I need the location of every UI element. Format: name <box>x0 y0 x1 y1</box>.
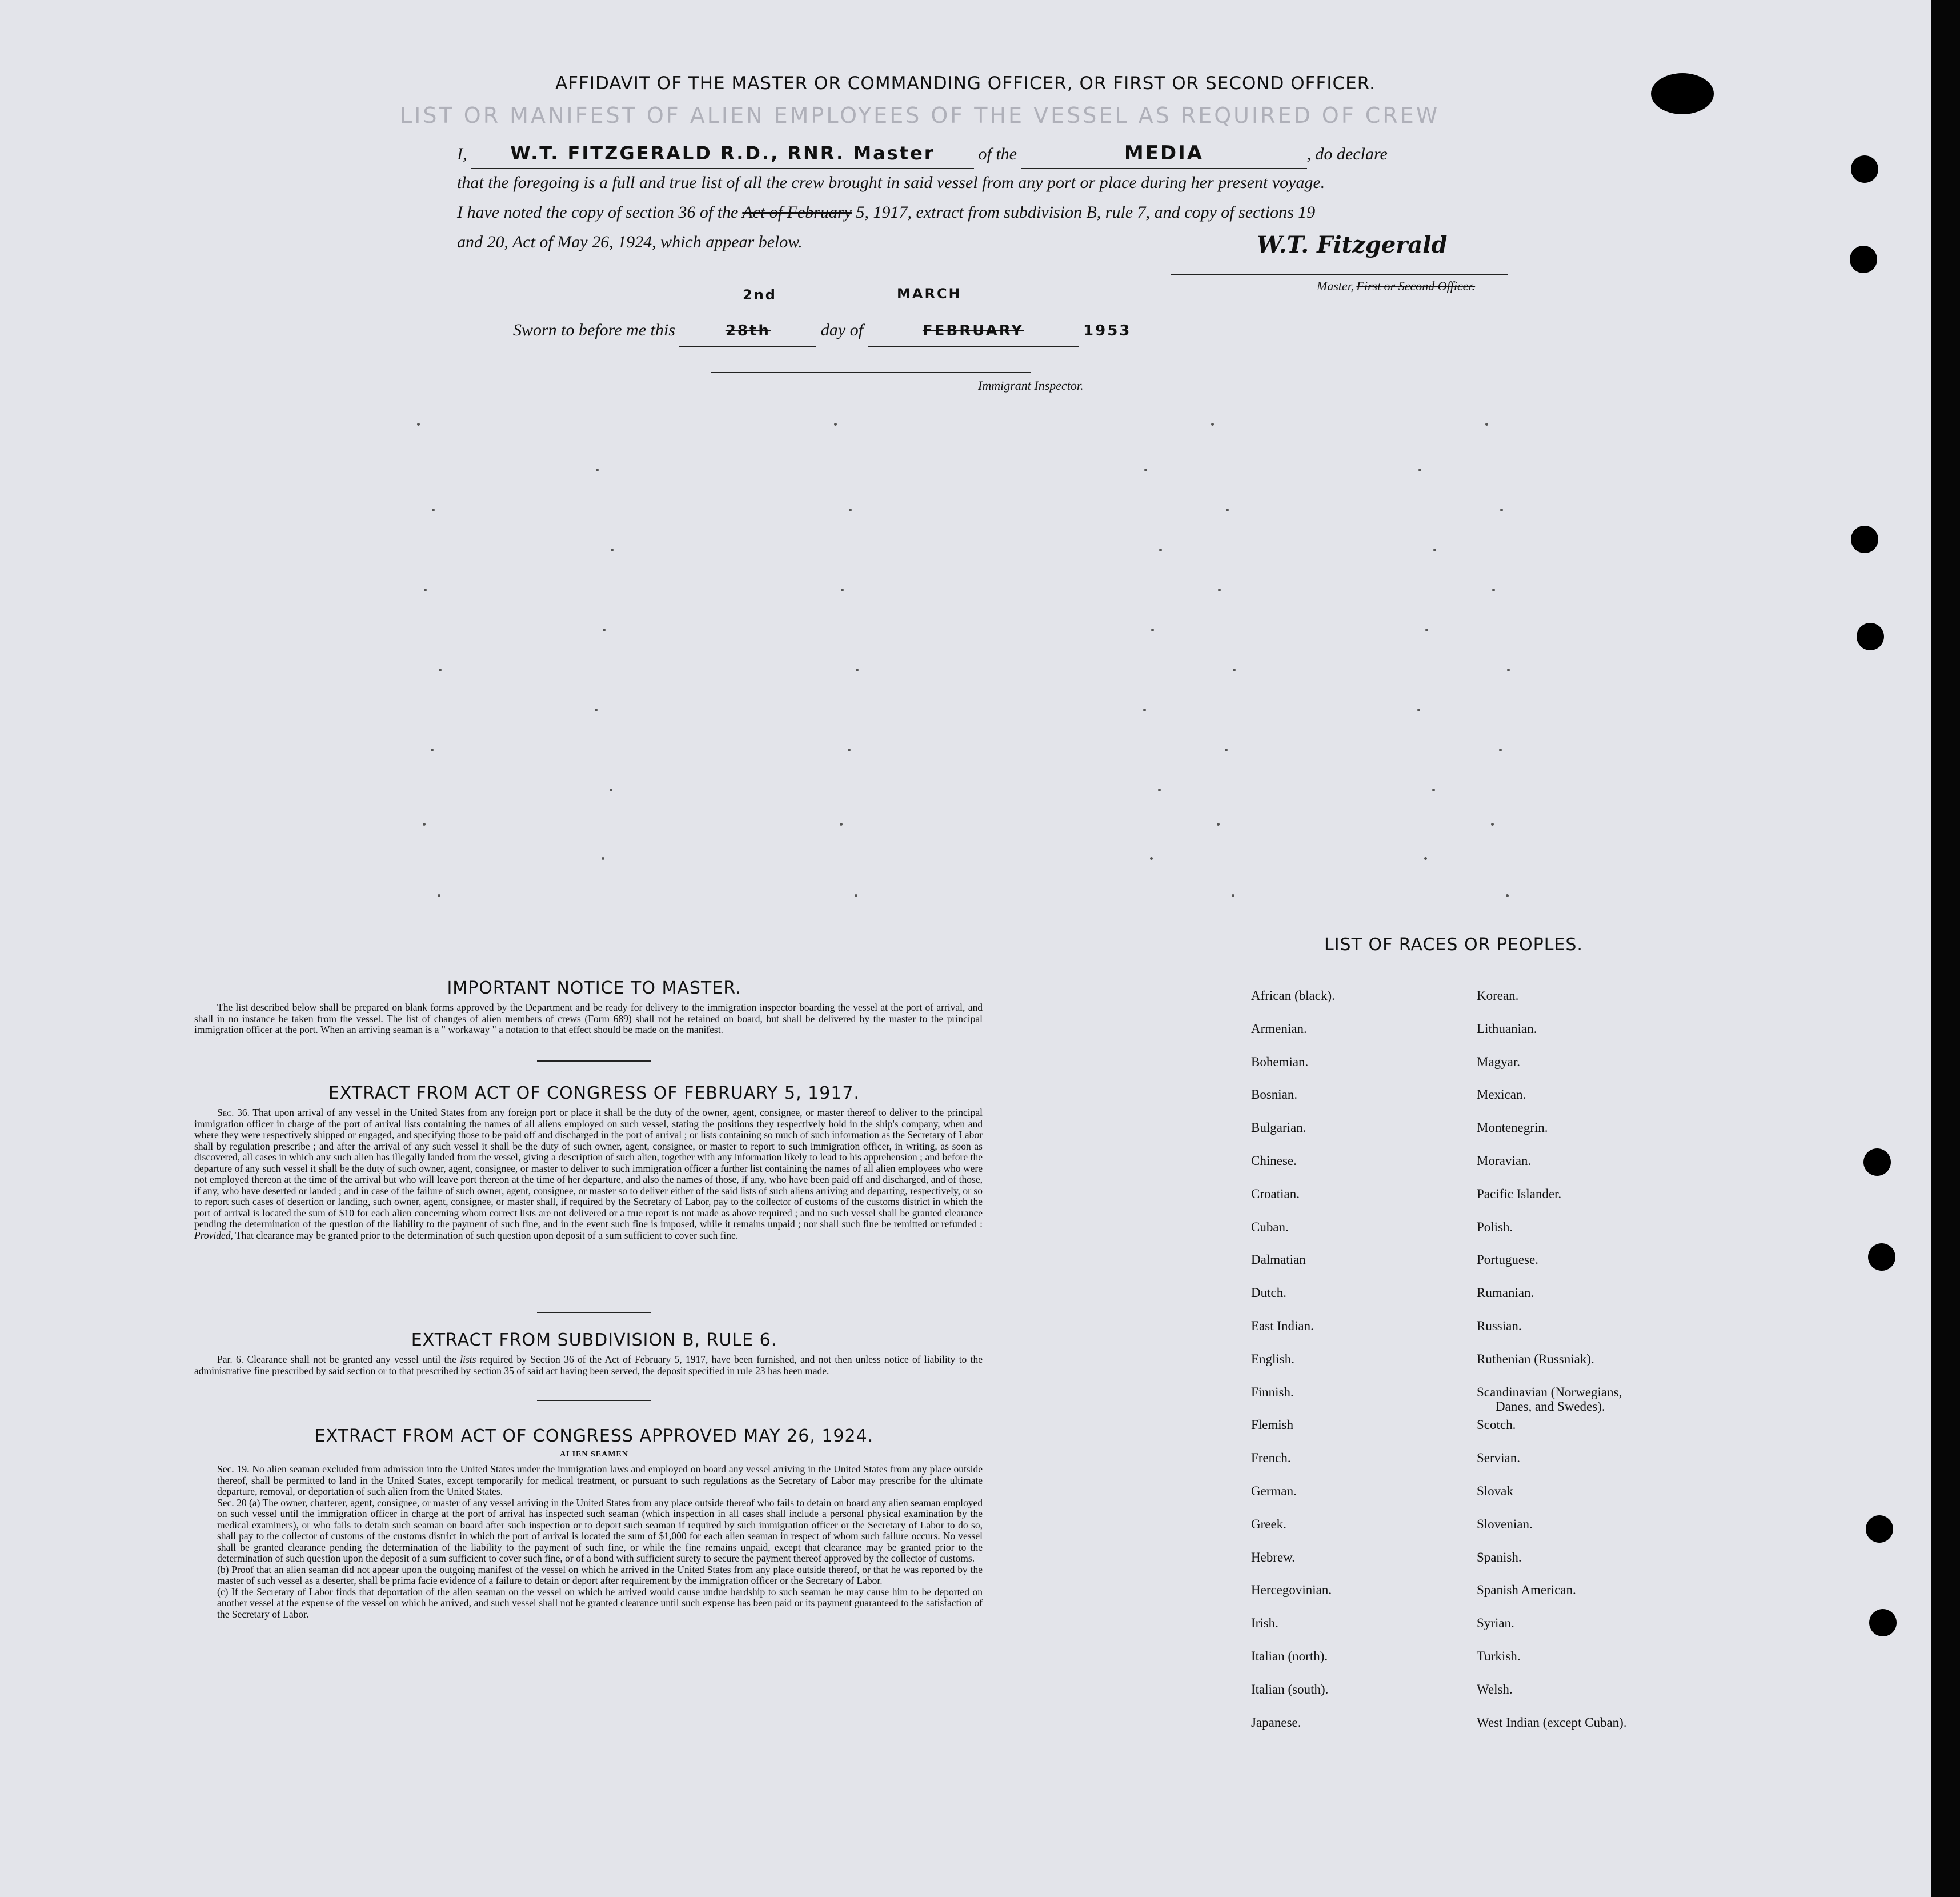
race-item: Dutch. <box>1251 1286 1286 1300</box>
par6-text-b: required by Section 36 of the Act of February 5, 1917, have been furnished, and not then unless notice of liability to the administrative fine prescribed by said section or to that prescribed by section 35 of said act having been served, the deposit specified in rule 23 has been made. <box>194 1354 983 1376</box>
scandinavian-continued: Danes, and Swedes). <box>1496 1399 1605 1414</box>
subdivision-b-title: EXTRACT FROM SUBDIVISION B, RULE 6. <box>411 1330 777 1350</box>
affidavit-title: AFFIDAVIT OF THE MASTER OR COMMANDING OFFICER, OR FIRST OR SECOND OFFICER. <box>555 73 1376 94</box>
race-item: English. <box>1251 1351 1295 1366</box>
declaration-line-1 <box>457 138 1525 169</box>
bleed-dot <box>439 669 442 671</box>
race-item: Ruthenian (Russniak). <box>1477 1351 1594 1366</box>
bleed-dot <box>841 589 844 591</box>
bleed-dot <box>1144 469 1147 471</box>
bleed-through-text: LIST OR MANIFEST OF ALIEN EMPLOYEES OF THE VESSEL AS REQUIRED OF CREW <box>400 103 1440 128</box>
punch-hole <box>1866 1515 1893 1543</box>
notice-text <box>194 1002 983 1036</box>
bleed-dot <box>603 629 606 631</box>
act-1924-title: EXTRACT FROM ACT OF CONGRESS APPROVED MAY 26, 1924. <box>314 1426 874 1446</box>
race-item: Bulgarian. <box>1251 1120 1306 1135</box>
bleed-dot <box>610 789 612 791</box>
struck-act-text: Act of February <box>742 203 852 222</box>
inspector-label: Immigrant Inspector. <box>978 378 1084 393</box>
day-of-label: day of <box>820 321 864 339</box>
race-item: Turkish. <box>1477 1649 1521 1663</box>
bleed-dot <box>1158 789 1161 791</box>
bleed-dot <box>438 894 440 897</box>
punch-hole <box>1851 526 1878 553</box>
race-item: Portuguese. <box>1477 1252 1538 1267</box>
bleed-dot <box>424 589 427 591</box>
line3-text-a: I have noted the copy of section 36 of the <box>457 203 739 222</box>
race-item: Moravian. <box>1477 1154 1532 1168</box>
race-item: Polish. <box>1477 1219 1513 1234</box>
line3-text-b: 5, 1917, extract from subdivision B, rule 7, and copy of sections 19 <box>856 203 1316 222</box>
punch-hole <box>1869 1609 1897 1636</box>
punch-hole <box>1863 1148 1891 1176</box>
bleed-dot <box>855 894 857 897</box>
par6-text-a: Par. 6. Clearance shall not be granted any vessel until the <box>217 1354 456 1365</box>
sec19-text: Sec. 19. No alien seaman excluded from admission into the United States under the immigration laws and employed on board any vessel arriving in the United States from any place outside thereof, shall be permitted to land in the United States, except temporarily for medical treatment, or pursuant to such regulations as the Secretary of Labor may prescribe for the ultimate departure, removal, or deportation of such alien from the United States. <box>217 1463 983 1497</box>
race-item: Italian (north). <box>1251 1649 1328 1663</box>
lists-word: lists <box>460 1354 476 1365</box>
bleed-dot <box>1418 469 1421 471</box>
bleed-dot <box>1499 749 1502 751</box>
punch-hole <box>1851 155 1878 183</box>
bleed-dot <box>840 823 843 826</box>
year-field: 1953 <box>1083 322 1132 339</box>
bleed-dot <box>1424 857 1427 860</box>
bleed-dot <box>1432 789 1435 791</box>
race-item: Welsh. <box>1477 1682 1513 1696</box>
day-correction: 2nd <box>743 287 777 303</box>
bleed-dot <box>432 509 435 511</box>
race-item: Hebrew. <box>1251 1550 1296 1564</box>
race-item: Hercegovinian. <box>1251 1583 1332 1598</box>
signature-caption <box>1317 279 1475 294</box>
scan-edge <box>1931 0 1960 1897</box>
race-item: Japanese. <box>1251 1715 1301 1730</box>
sec20a-text: Sec. 20 (a) The owner, charterer, agent, consignee, or master of any vessel arriving in the United States from any place outside thereof who fails to detain on board any alien seaman employed on such vessel until the immigration officer in charge at the port of arrival has inspected such seaman (which inspection in all cases shall include a personal physical examination by the medical examiners), or who fails to detain such seaman on board after such inspection or to deport such seaman if required by such immigration officer or the Secretary of Labor to do so, shall pay to the collector of customs of the customs district in which the port of arrival is located the sum of $1,000 for each alien seaman in respect of whom such failure occurs. No vessel shall be granted clearance pending the determination of the liability to the payment of such fine, or while the fine remains unpaid, except that clearance may be granted prior to the determination of such question upon the deposit of a sum sufficient to cover such fine, or of a bond with sufficient surety to secure the payment thereof approved by the collector of customs. <box>217 1496 983 1564</box>
inspector-signature-line <box>711 372 1031 373</box>
notice-paragraph: The list described below shall be prepared on blank forms approved by the Department and be ready for delivery to the immigration inspector boarding the vessel at the port of arrival, and shall in no instance be taken from the vessel. The list of changes of alien members of crews (Form 689) shall not be retained on board, but shall be delivered by the master to the principal immigration officer at the port. When an arriving seaman is a " workaway " a notation to that effect should be made on the manifest. <box>194 1002 983 1035</box>
bleed-dot <box>1485 423 1488 426</box>
race-item: Scotch. <box>1477 1418 1516 1432</box>
master-name-field: W.T. FITZGERALD R.D., RNR. Master <box>471 138 974 169</box>
race-item: Servian. <box>1477 1451 1521 1466</box>
bleed-dot <box>423 823 426 826</box>
bleed-dot <box>1159 549 1162 551</box>
race-item: Greek. <box>1251 1516 1286 1531</box>
race-item: Spanish. <box>1477 1550 1522 1564</box>
race-item: Italian (south). <box>1251 1682 1329 1696</box>
do-declare-label: , do declare <box>1306 145 1388 163</box>
declaration-line-2: that the foregoing is a full and true list of all the crew brought in said vessel from any port or place during her present voyage. <box>457 173 1325 192</box>
month-correction: MARCH <box>897 286 962 302</box>
bleed-dot <box>1225 749 1228 751</box>
race-item: French. <box>1251 1451 1291 1466</box>
punch-hole <box>1850 246 1877 273</box>
bleed-dot <box>595 709 598 711</box>
bleed-dot <box>1218 589 1221 591</box>
bleed-dot <box>848 749 851 751</box>
bleed-dot <box>1211 423 1214 426</box>
bleed-dot <box>1143 709 1146 711</box>
race-item: Bosnian. <box>1251 1087 1298 1102</box>
bleed-dot <box>1151 629 1154 631</box>
bleed-dot <box>1500 509 1503 511</box>
bleed-dot <box>1217 823 1220 826</box>
race-item: Irish. <box>1251 1616 1278 1631</box>
struck-month: FEBRUARY <box>868 316 1079 347</box>
race-item: Scandinavian (Norwegians, <box>1477 1384 1622 1399</box>
subdivision-b-text <box>194 1354 983 1376</box>
bleed-dot <box>1417 709 1420 711</box>
sec20b-text: (b) Proof that an alien seaman did not appear upon the outgoing manifest of the vessel on which he arrived in the United States from any place outside thereof, or that he was reported by the master of such vessel as a deserter, shall be prima facie evidence of a failure to detain or deport after requirement by the immigration officer or the Secretary of Labor. <box>217 1563 983 1586</box>
proviso-label: Provided, <box>194 1229 233 1241</box>
alien-seamen-subtitle: ALIEN SEAMEN <box>560 1450 628 1459</box>
race-item: Chinese. <box>1251 1154 1297 1168</box>
declaration-line-4: and 20, Act of May 26, 1924, which appear below. <box>457 233 803 251</box>
bleed-dot <box>1507 669 1510 671</box>
race-item: East Indian. <box>1251 1319 1314 1333</box>
race-item: Croatian. <box>1251 1186 1300 1201</box>
bleed-dot <box>849 509 852 511</box>
races-title: LIST OF RACES OR PEOPLES. <box>1324 935 1583 955</box>
proviso-text: That clearance may be granted prior to the determination of such question upon deposit of a sum sufficient to cover such fine. <box>235 1229 739 1241</box>
race-item: Mexican. <box>1477 1087 1526 1102</box>
divider-2 <box>537 1312 651 1313</box>
bleed-dot <box>1232 894 1234 897</box>
master-signature: W.T. Fitzgerald <box>1257 231 1448 258</box>
sworn-label: Sworn to before me this <box>513 321 675 339</box>
race-item: Bohemian. <box>1251 1054 1309 1069</box>
race-item: Korean. <box>1477 988 1519 1003</box>
race-item: Russian. <box>1477 1319 1522 1333</box>
bleed-dot <box>1226 509 1229 511</box>
race-item: Armenian. <box>1251 1021 1307 1036</box>
master-label: Master, <box>1317 279 1354 293</box>
vessel-name-field: MEDIA <box>1021 138 1307 169</box>
divider-3 <box>537 1400 651 1401</box>
sworn-line <box>513 315 1199 347</box>
punch-hole <box>1868 1243 1895 1271</box>
race-item: Pacific Islander. <box>1477 1186 1562 1201</box>
of-the-label: of the <box>978 145 1017 163</box>
bleed-dot <box>1425 629 1428 631</box>
bleed-dot <box>1492 589 1495 591</box>
race-item: West Indian (except Cuban). <box>1477 1715 1627 1730</box>
ink-blot <box>1651 73 1714 114</box>
bleed-dot <box>856 669 859 671</box>
struck-day: 28th <box>679 316 816 347</box>
race-item: Rumanian. <box>1477 1286 1534 1300</box>
bleed-dot <box>1491 823 1494 826</box>
race-item: German. <box>1251 1484 1297 1498</box>
race-item: Cuban. <box>1251 1219 1289 1234</box>
sec20c-text: (c) If the Secretary of Labor finds that deportation of the alien seaman on the vessel on which he arrived would cause undue hardship to such seaman he may cause him to be deported on another vessel at the expense of the vessel on which he arrived, and such vessel shall not be granted clearance until such expense has been paid or its payment guaranteed to the satisfaction of the Secretary of Labor. <box>217 1586 983 1620</box>
race-item: Lithuanian. <box>1477 1021 1537 1036</box>
notice-title: IMPORTANT NOTICE TO MASTER. <box>447 978 741 998</box>
bleed-dot <box>431 749 434 751</box>
race-item: Syrian. <box>1477 1616 1514 1631</box>
bleed-dot <box>602 857 604 860</box>
race-item: Finnish. <box>1251 1384 1294 1399</box>
race-item: Flemish <box>1251 1418 1294 1432</box>
declaration-i: I, <box>457 145 467 163</box>
signature-line <box>1171 274 1508 275</box>
bleed-dot <box>596 469 599 471</box>
bleed-dot <box>834 423 837 426</box>
declaration-line-3 <box>457 198 1525 227</box>
race-item: Magyar. <box>1477 1054 1521 1069</box>
struck-officer-label: First or Second Officer. <box>1356 279 1476 293</box>
bleed-dot <box>1433 549 1436 551</box>
act-1924-text <box>194 1464 983 1620</box>
bleed-dot <box>611 549 614 551</box>
race-item: Spanish American. <box>1477 1583 1576 1598</box>
race-item: Montenegrin. <box>1477 1120 1548 1135</box>
bleed-dot <box>417 423 420 426</box>
bleed-dot <box>1233 669 1236 671</box>
race-item: African (black). <box>1251 988 1335 1003</box>
bleed-dot <box>1150 857 1153 860</box>
bleed-dot <box>1506 894 1509 897</box>
sec36-label: Sec. 36. <box>217 1107 250 1118</box>
act-1917-title: EXTRACT FROM ACT OF CONGRESS OF FEBRUARY 5, 1917. <box>328 1083 860 1103</box>
act-1917-text <box>194 1107 983 1241</box>
race-item: Slovak <box>1477 1484 1513 1498</box>
sec36-text: That upon arrival of any vessel in the United States from any foreign port or place it shall be the duty of the owner, agent, consignee, or master thereof to deliver to the principal immigration officer in charge of the port of arrival lists containing the names of all aliens employed on such vessel, stating the positions they respectively hold in the ship's company, when and where they were respectively shipped or engaged, and specifying those to be paid off and discharged in the port of arrival ; or lists containing so much of such information as the Secretary of Labor shall by regulation prescribe ; and after the arrival of any such vessel it shall be the duty of such owner, agent, consignee, or master to report to such immigration officer, in writing, as soon as discovered, all cases in which any such alien has illegally landed from the vessel, giving a description of such alien, together with any information likely to lead to his apprehension ; and before the departure of any such vessel it shall be the duty of such owner, agent, consignee, or master to deliver to such immigration officer a further list containing the names of all alien employees who were not employed thereon at the time of the arrival but who will leave port thereon at the time of her departure, and also the names of those, if any, who have been paid off and discharged, and of those, if any, who have deserted or landed ; and in case of the failure of such owner, agent, consignee, or master so to deliver either of the said lists of such aliens arriving and departing, respectively, or so to report such cases of desertion or landing, such owner, agent, consignee, or master shall, if required by the Secretary of Labor, pay to the collector of customs of the customs district in which the port of arrival is located the sum of $10 for each alien concerning whom correct lists are not delivered or a true report is not made as above required ; and no such vessel shall be granted clearance pending the determination of the question of the liability to the payment of such fine, and in the event such fine is imposed, while it remains unpaid ; nor shall such fine be remitted or refunded : <box>194 1107 983 1230</box>
race-item: Slovenian. <box>1477 1516 1533 1531</box>
punch-hole <box>1857 623 1884 650</box>
divider-1 <box>537 1060 651 1062</box>
race-item: Dalmatian <box>1251 1252 1306 1267</box>
